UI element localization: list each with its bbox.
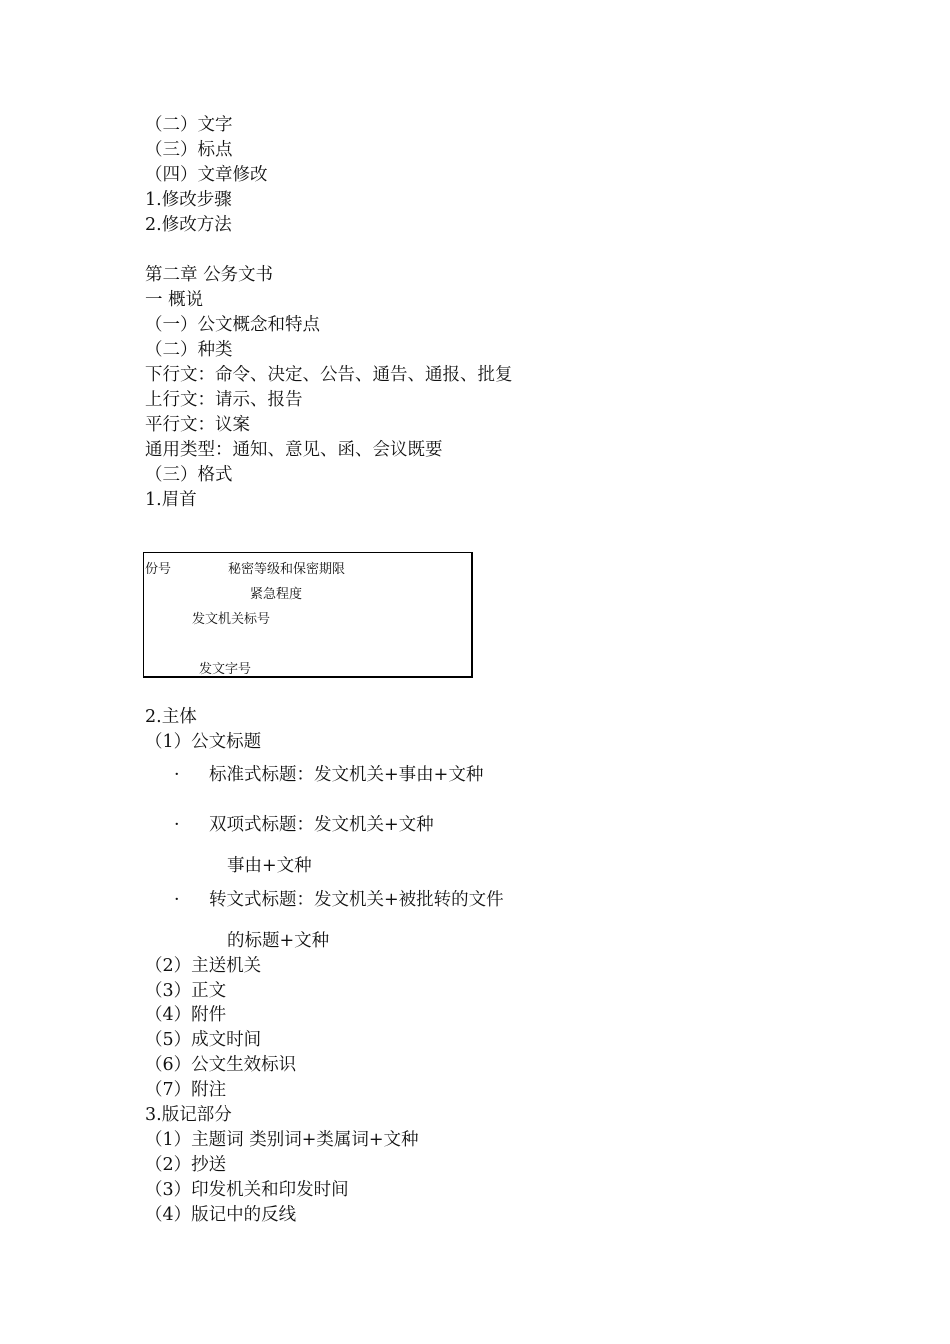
outline-line: （2）主送机关 (145, 956, 262, 976)
outline-line: （6）公文生效标识 (145, 1055, 297, 1075)
outline-line: （3）正文 (145, 981, 227, 1001)
outline-line: （四）文章修改 (145, 165, 268, 185)
outline-line: 一 概说 (145, 290, 204, 310)
outline-line: 1.修改步骤 (145, 190, 232, 210)
outline-line: 下行文：命令、决定、公告、通告、通报、批复 (145, 365, 513, 385)
bullet-item: 转文式标题：发文机关+被批转的文件 (209, 890, 504, 910)
box-doc-number: 发文字号 (199, 662, 252, 677)
box-issuer-mark: 发文机关标号 (192, 612, 271, 627)
bullet-item: 双项式标题：发文机关+文种 (209, 815, 434, 835)
outline-line: 上行文：请示、报告 (145, 390, 303, 410)
outline-line: （5）成文时间 (145, 1030, 262, 1050)
bullet-continuation: 的标题+文种 (227, 931, 330, 951)
outline-line: （二）种类 (145, 340, 233, 360)
box-secrecy: 秘密等级和保密期限 (228, 562, 346, 577)
outline-line: （一）公文概念和特点 (145, 315, 320, 335)
box-urgency: 紧急程度 (250, 587, 303, 602)
section-heading: 3.版记部分 (145, 1105, 232, 1125)
bullet-mark: · (174, 765, 180, 785)
outline-line: （二）文字 (145, 115, 233, 135)
bullet-item: 标准式标题：发文机关+事由+文种 (209, 765, 484, 785)
outline-line: （4）附件 (145, 1005, 227, 1025)
box-copy-no: 份号 (145, 562, 172, 577)
chapter-title: 第二章 公务文书 (145, 265, 274, 285)
outline-line: 通用类型：通知、意见、函、会议既要 (145, 440, 443, 460)
outline-line: （3）印发机关和印发时间 (145, 1180, 349, 1200)
bullet-continuation: 事由+文种 (227, 856, 312, 876)
section-heading: 2.主体 (145, 707, 197, 727)
outline-line: （2）抄送 (145, 1155, 227, 1175)
bullet-mark: · (174, 890, 180, 910)
outline-line: 2.修改方法 (145, 215, 232, 235)
outline-line: （三）格式 (145, 465, 233, 485)
bullet-mark: · (174, 815, 180, 835)
header-format-box (143, 552, 473, 678)
outline-line: （三）标点 (145, 140, 233, 160)
outline-line: 1.眉首 (145, 490, 197, 510)
outline-line: （1）主题词 类别词+类属词+文种 (145, 1130, 419, 1150)
outline-line: 平行文：议案 (145, 415, 250, 435)
outline-line: （4）版记中的反线 (145, 1205, 297, 1225)
outline-line: （7）附注 (145, 1080, 227, 1100)
outline-line: （1）公文标题 (145, 732, 262, 752)
